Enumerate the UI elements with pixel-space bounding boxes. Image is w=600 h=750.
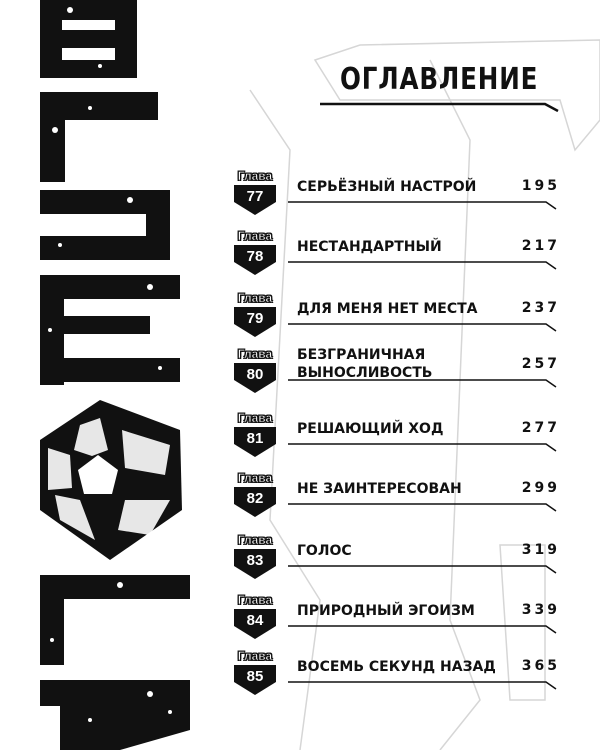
chapter-page-number: 195 xyxy=(521,178,560,194)
chapter-label: Глава xyxy=(237,291,273,305)
chapter-badge xyxy=(230,168,280,216)
chapter-label: Глава xyxy=(237,169,273,183)
chapter-row[interactable] xyxy=(230,168,560,218)
chapter-row[interactable] xyxy=(230,592,560,642)
chapter-number: 80 xyxy=(246,366,264,383)
chapter-title: НЕ ЗАИНТЕРЕСОВАН xyxy=(297,481,462,497)
chapter-title: ПРИРОДНЫЙ ЭГОИЗМ xyxy=(297,603,475,619)
chapter-badge xyxy=(230,290,280,338)
chapter-title: ГОЛОС xyxy=(297,543,352,559)
row-underline xyxy=(288,622,558,634)
row-underline xyxy=(288,562,558,574)
chapter-row[interactable] xyxy=(230,290,560,340)
chapter-badge xyxy=(230,592,280,640)
chapter-row[interactable] xyxy=(230,532,560,582)
chapter-row[interactable] xyxy=(230,346,560,396)
blue-lock-logo xyxy=(0,0,200,750)
row-underline xyxy=(288,258,558,270)
chapter-row[interactable] xyxy=(230,410,560,460)
row-underline xyxy=(288,198,558,210)
chapter-label: Глава xyxy=(237,649,273,663)
chapter-title: СЕРЬЁЗНЫЙ НАСТРОЙ xyxy=(297,179,477,195)
chapter-number: 82 xyxy=(246,490,264,507)
title-underline xyxy=(320,100,560,112)
chapter-page-number: 299 xyxy=(521,480,560,496)
page-title: ОГЛАВЛЕНИЕ xyxy=(340,62,539,97)
chapter-row[interactable] xyxy=(230,470,560,520)
chapter-title: ДЛЯ МЕНЯ НЕТ МЕСТА xyxy=(297,301,478,317)
chapter-badge xyxy=(230,532,280,580)
chapter-label: Глава xyxy=(237,411,273,425)
chapter-number: 78 xyxy=(246,248,264,265)
chapter-number: 85 xyxy=(246,668,264,685)
chapter-title: БЕЗГРАНИЧНАЯ ВЫНОСЛИВОСТЬ xyxy=(297,347,433,381)
row-underline xyxy=(288,500,558,512)
chapter-title: РЕШАЮЩИЙ ХОД xyxy=(297,421,444,437)
chapter-label: Глава xyxy=(237,471,273,485)
chapter-title: НЕСТАНДАРТНЫЙ xyxy=(297,239,442,255)
chapter-page-number: 277 xyxy=(521,420,560,436)
chapter-number: 84 xyxy=(246,612,264,629)
chapter-label: Глава xyxy=(237,593,273,607)
chapter-page-number: 257 xyxy=(521,356,560,372)
chapter-page-number: 365 xyxy=(521,658,560,674)
row-underline xyxy=(288,376,558,388)
chapter-page-number: 217 xyxy=(521,238,560,254)
chapter-label: Глава xyxy=(237,229,273,243)
chapter-page-number: 319 xyxy=(521,542,560,558)
row-underline xyxy=(288,678,558,690)
chapter-number: 77 xyxy=(246,188,264,205)
chapter-number: 81 xyxy=(246,430,264,447)
chapter-badge xyxy=(230,648,280,696)
row-underline xyxy=(288,440,558,452)
chapter-page-number: 339 xyxy=(521,602,560,618)
chapter-badge xyxy=(230,470,280,518)
chapter-title: ВОСЕМЬ СЕКУНД НАЗАД xyxy=(297,659,496,675)
chapter-number: 83 xyxy=(246,552,264,569)
chapter-row[interactable] xyxy=(230,648,560,698)
chapter-label: Глава xyxy=(237,533,273,547)
chapter-badge xyxy=(230,228,280,276)
chapter-number: 79 xyxy=(246,310,264,327)
chapter-label: Глава xyxy=(237,347,273,361)
row-underline xyxy=(288,320,558,332)
chapter-page-number: 237 xyxy=(521,300,560,316)
chapter-badge xyxy=(230,410,280,458)
chapter-row[interactable] xyxy=(230,228,560,278)
chapter-badge xyxy=(230,346,280,394)
